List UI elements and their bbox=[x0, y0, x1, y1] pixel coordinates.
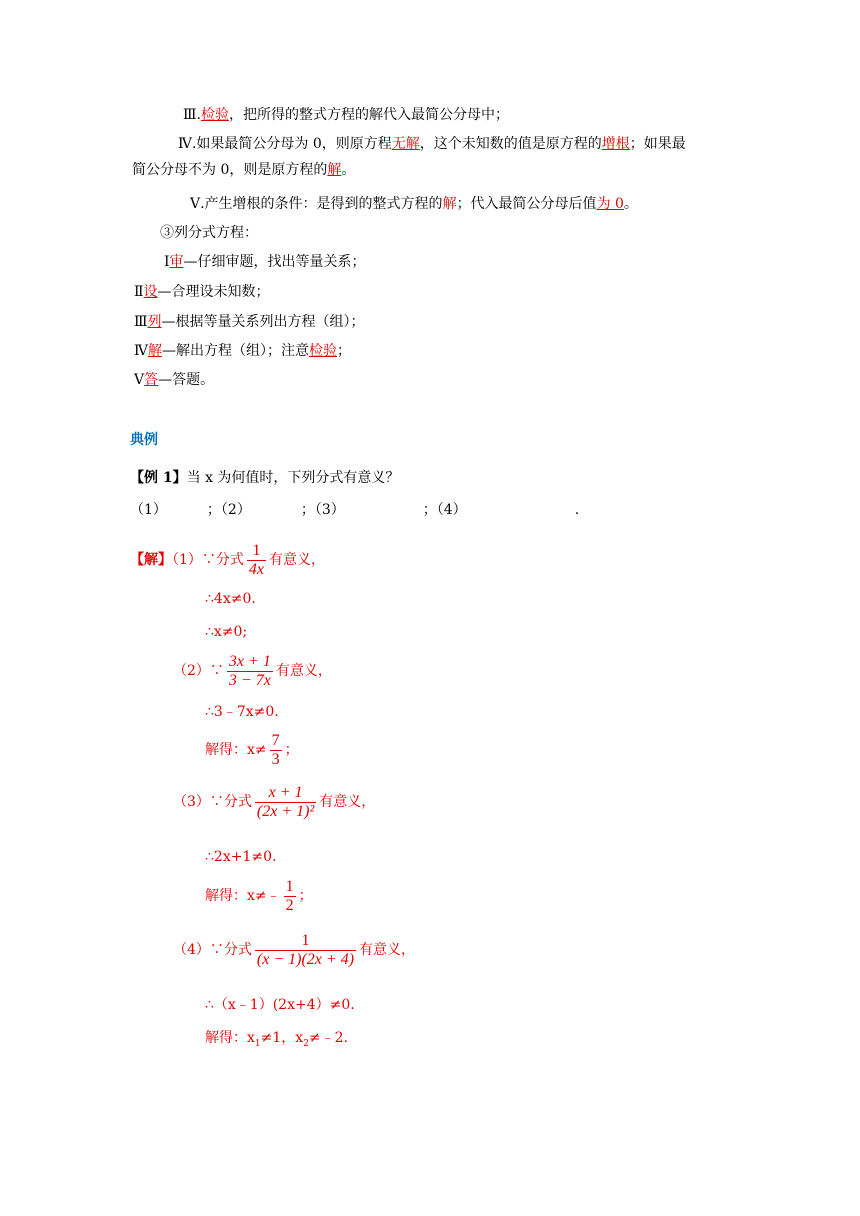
rule-extraneous-cont: 简公分母不为 0，则是原方程的解。 bbox=[132, 162, 356, 178]
fraction: $\frac{7}{3}$ bbox=[271, 731, 280, 768]
solution-1-result: ∴x≠0; bbox=[205, 624, 248, 640]
solution-2-head: （2）∵ $\frac{3x + 1}{3 - 7x}$ 有意义， bbox=[173, 652, 332, 689]
fraction: $\frac{1}{(x - 1)(2x + 4)}$ bbox=[256, 931, 355, 968]
rule-check: Ⅲ.检验，把所得的整式方程的解代入最简公分母中； bbox=[183, 107, 509, 123]
step-3: Ⅲ列—根据等量关系列出方程（组）； bbox=[134, 314, 365, 330]
step-2: Ⅱ设—合理设未知数； bbox=[134, 284, 270, 300]
solution-2-step: ∴3﹣7x≠0. bbox=[205, 704, 279, 720]
fraction: $\frac{3x + 1}{3 - 7x}$ bbox=[228, 652, 271, 689]
rule-extraneous: Ⅳ.如果最简公分母为 0，则原方程无解，这个未知数的值是原方程的增根；如果最 bbox=[178, 136, 686, 152]
example-parts: （1） ；（2） ；（3） ；（4） . bbox=[130, 502, 580, 518]
solution-3-head: （3）∵分式 $\frac{x + 1}{\text{(2x + 1)²}}$ 有意义， bbox=[173, 783, 376, 820]
step-4: Ⅳ解—解出方程（组）；注意检验； bbox=[134, 343, 351, 359]
solution-4-head: （4）∵分式 $\frac{1}{(x - 1)(2x + 4)}$ 有意义， bbox=[173, 931, 416, 968]
step-1: Ⅰ审—仔细审题，找出等量关系； bbox=[164, 254, 366, 270]
list-heading: ③列分式方程： bbox=[160, 225, 258, 241]
solution-2-result: 解得：x≠ $\frac{7}{3}$ ； bbox=[205, 731, 299, 768]
rule-condition: Ⅴ.产生增根的条件：是得到的整式方程的解；代入最简公分母后值为 0。 bbox=[190, 196, 638, 212]
solution-3-step: ∴2x+1≠0. bbox=[205, 849, 277, 865]
fraction: $\frac{1}{4x}$ bbox=[248, 541, 265, 578]
solution-4-result: 解得：$x_1\ne 1$，$x_2\ne﹣2$. bbox=[205, 1030, 349, 1049]
example-question: 【例 1】当 x 为何值时，下列分式有意义？ bbox=[130, 470, 400, 486]
solution-1-head: 【解】（1）∵分式 $\frac{1}{4x}$ 有意义， bbox=[130, 541, 326, 578]
solution-3-result: 解得：x≠﹣ $\frac{1}{2}$ ； bbox=[205, 877, 313, 914]
fraction: $\frac{x + 1}{\text{(2x + 1)²}}$ bbox=[256, 783, 315, 820]
solution-1-step: ∴4x≠0. bbox=[205, 591, 256, 607]
solution-4-step: ∴（x﹣1）(2x+4）≠0. bbox=[205, 997, 355, 1013]
section-title: 典例 bbox=[130, 432, 158, 448]
step-5: Ⅴ答—答题。 bbox=[134, 372, 215, 388]
fraction: $\frac{1}{2}$ bbox=[285, 877, 294, 914]
